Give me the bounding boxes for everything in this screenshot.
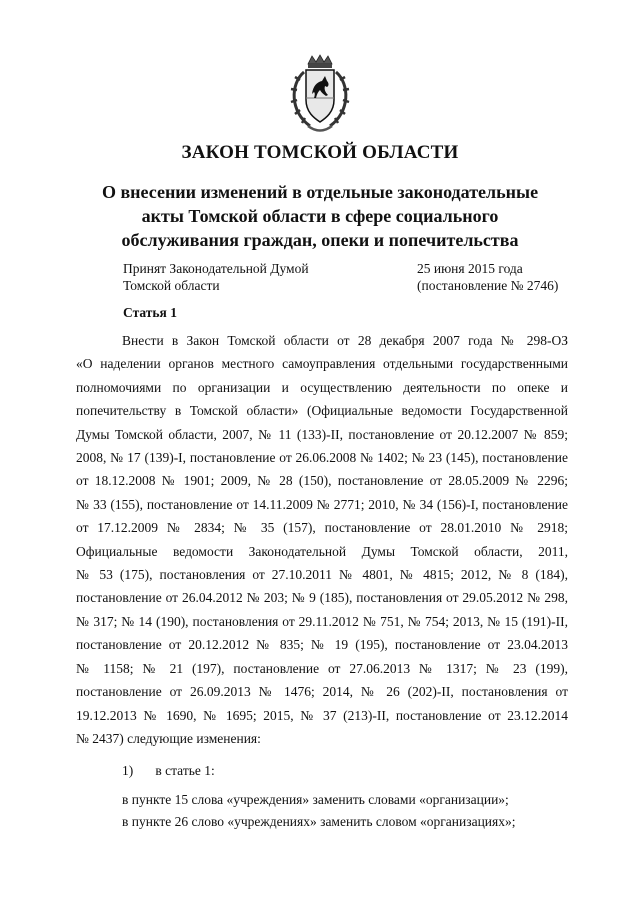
paragraph-line: 2008, № 17 (139)-I, постановление от 26.06.2008 № 1402; № 23 (145), постановление xyxy=(76,450,568,466)
paragraph-line: № 33 (155), постановление от 14.11.2009 № 2771; 2010, № 34 (156)-I, постановление xyxy=(76,496,568,512)
paragraph-line: № 1158; № 21 (197), постановление от 27.06.2013 № 1317; № 23 (199), xyxy=(76,660,568,676)
adopted-by-line: Томской области xyxy=(123,278,220,293)
resolution-number: (постановление № 2746) xyxy=(417,278,559,293)
law-subject-line: О внесении изменений в отдельные законодательные xyxy=(101,182,539,202)
tomsk-oblast-coat-of-arms-icon xyxy=(286,54,354,134)
paragraph-line: постановление от 26.04.2012 № 203; № 9 (185), постановления от 29.05.2012 № 298, xyxy=(76,590,568,606)
list-item-text: в статье 1: xyxy=(155,763,215,778)
paragraph-line: «О наделении органов местного самоуправления отдельными государственными xyxy=(76,356,568,372)
paragraph-line: № 317; № 14 (190), постановления от 29.11.2012 № 751, № 754; 2013, № 15 (191)-II, xyxy=(76,613,568,629)
clause-line: в пункте 26 слово «учреждениях» заменить словом «организациях»; xyxy=(122,814,516,829)
adoption-date-line: 25 июня 2015 года xyxy=(417,261,523,276)
paragraph-line: постановление от 26.09.2013 № 1476; 2014, № 26 (202)-II, постановления от xyxy=(76,684,568,700)
list-item-number: 1) xyxy=(122,763,134,778)
adopted-by xyxy=(123,260,309,294)
paragraph-line: от 17.12.2009 № 2834; № 35 (157), постановление от 28.01.2010 № 2918; xyxy=(76,520,568,536)
paragraph-line: Внести в Закон Томской области от 28 декабря 2007 года № 298-ОЗ xyxy=(122,333,568,348)
paragraph-line: от 18.12.2008 № 1901; 2009, № 28 (150), постановление от 28.05.2009 № 2296; xyxy=(76,473,568,489)
clause-line: в пункте 15 слова «учреждения» заменить словами «организации»; xyxy=(122,792,509,807)
article-heading: Статья 1 xyxy=(123,305,177,320)
paragraph-line: Думы Томской области, 2007, № 11 (133)-II, постановление от 20.12.2007 № 859; xyxy=(76,426,568,442)
paragraph-line: № 53 (175), постановления от 27.10.2011 № 4801, № 4815; 2012, № 8 (184), xyxy=(76,567,568,583)
paragraph-line: постановление от 20.12.2012 № 835; № 19 (195), постановление от 23.04.2013 xyxy=(76,637,568,653)
law-title: ЗАКОН ТОМСКОЙ ОБЛАСТИ xyxy=(181,142,459,163)
adopted-by-line: Принят Законодательной Думой xyxy=(123,261,309,276)
paragraph-line: полномочиями по организации и осуществлению деятельности по опеке и xyxy=(76,379,568,395)
paragraph-line: 19.12.2013 № 1690, № 1695; 2015, № 37 (213)-II, постановление от 23.12.2014 xyxy=(76,707,568,723)
paragraph-line: № 2437) следующие изменения: xyxy=(76,730,261,746)
paragraph-line: попечительству в Томской области» (Официальные ведомости Государственной xyxy=(76,403,568,419)
adoption-date xyxy=(417,260,558,294)
law-subject-line: акты Томской области в сфере социального xyxy=(141,206,499,226)
list-item xyxy=(122,763,215,779)
paragraph-line: Официальные ведомости Законодательной Думы Томской области, 2011, xyxy=(76,543,568,559)
law-subject-line: обслуживания граждан, опеки и попечительства xyxy=(121,230,519,250)
law-subject xyxy=(60,180,580,252)
article-paragraph xyxy=(76,329,568,750)
